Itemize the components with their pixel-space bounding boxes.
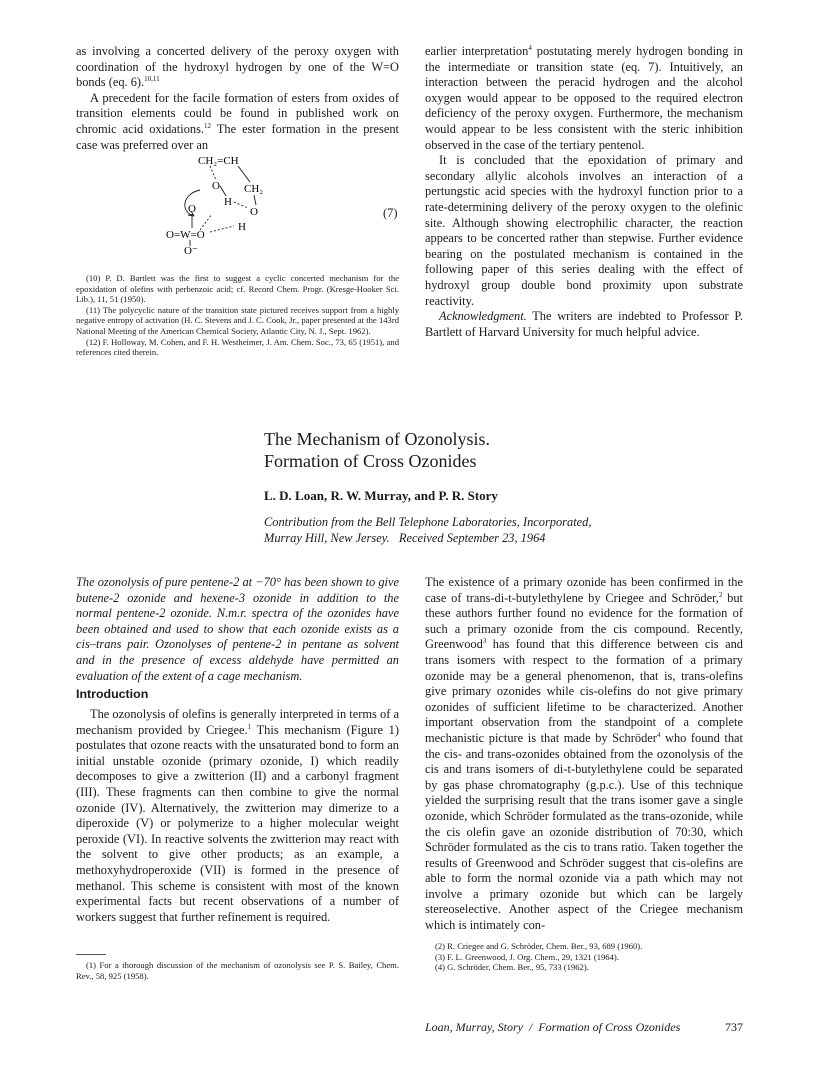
bond-line: [254, 195, 256, 205]
equation-number: (7): [383, 206, 398, 220]
footnote-2: (2) R. Criegee and G. Schröder, Chem. Ber., 93, 689 (1960).: [435, 941, 643, 951]
top-right-column: [425, 44, 743, 340]
eq-label-o-right: O: [250, 206, 258, 218]
acknowledgment-label: Acknowledgment.: [439, 309, 527, 324]
eq-label-h-mid: H: [224, 196, 232, 208]
article-title-line-2: Formation of Cross Ozonides: [264, 451, 477, 471]
right-text-c: has found that this difference between cis and trans isomers with respect to the formation of a primary ozonide may be a general phenomenon, that is, trans-olefins give primary ozonides while cis-olefins do not give primary ozonides of sufficient lifetime to be characterized. Another important observation from the standpoint of a complete mechanistic picture is that made by Schröder: [425, 637, 743, 745]
footnote-10: (10) P. D. Bartlett was the first to suggest a cyclic concerted mechanism for the epoxidation of olefins with perbenzoic acid; cf. Record Chem. Progr. (Kresge-Hooker Sci. Lib.), 11, 51 (1950).: [76, 273, 399, 305]
ref-superscript: 3: [482, 637, 487, 646]
top-right-paragraph-2: It is concluded that the epoxidation of primary and secondary allylic alcohols involves an interaction of a pertungstic acid species with the hydroxyl function prior to a rate-determining delivery of the peroxy oxygen to the olefinic site. Although showing electrophilic character, the reaction appears to be concerted rather than stepwise. Further evidence bearing on the postulated mechanism is contained in the following paper of this series dealing with the effect of hydroxyl group double bond proximity upon substrate reactivity.: [425, 153, 743, 308]
bond-line: [238, 166, 250, 182]
top-left-column: [76, 44, 399, 153]
bond-line: [220, 186, 226, 196]
intro-text-a: The ozonolysis of olefins is generally interpreted in terms of a mechanism provided by Criegee.: [76, 707, 399, 737]
eq-label-tungsten: O=W=O: [166, 229, 205, 241]
right-text-a: The existence of a primary ozonide has been confirmed in the case of trans-di-t-butylethylene by Criegee and Schröder,: [425, 575, 743, 605]
equation-7-structure: [150, 150, 400, 260]
affiliation-line-1: Contribution from the Bell Telephone Laboratories, Incorporated,: [264, 515, 592, 529]
bond-line: [200, 214, 212, 230]
article-affiliation: [264, 515, 591, 546]
top-left-paragraph-1: as involving a concerted delivery of the peroxy oxygen with coordination of the hydroxyl hydrogen by one of the W=O bonds (eq. 6).: [76, 44, 399, 90]
right-text-b: but these authors further found no evidence for the formation of such a primary ozonide from the cis compound. Recently, Greenwood: [425, 590, 743, 652]
footnote-11: (11) The polycyclic nature of the transition state pictured receives support from a highly negative entropy of activation (H. C. Stevens and J. C. Cook, Jr., paper presented at the 143rd National Meeting of the American Chemical Society, Atlantic City, N. J., Sept. 1962).: [76, 304, 399, 336]
footnote-1: (1) For a thorough discussion of the mechanism of ozonolysis see P. S. Bailey, Chem. Rev., 58, 925 (1958).: [76, 960, 399, 981]
footnote-divider: [76, 954, 106, 955]
bottom-right-column: [425, 575, 743, 934]
top-right-paragraph-1b: postutating merely hydrogen bonding in the intermediate or transition state (eq. 7). Intuitively, an interaction between the peracid hydrogen and the alcohol oxygen would appear to be opposed to the required electron deficiency of the peroxy oxygen. Furthermore, the mechanism would appear to be less consistent with the steric inhibition observed in the case of the tertiary pentenol.: [425, 44, 743, 152]
ref-superscript: 12: [204, 121, 212, 130]
bond-line: [234, 202, 248, 208]
abstract: [76, 575, 399, 684]
ref-superscript: 2: [718, 590, 723, 599]
top-left-paragraph-2b: The ester formation in the present case was preferred over an: [76, 121, 400, 152]
page-footer: [425, 1020, 743, 1035]
bottom-left-footnotes: [76, 960, 399, 981]
abstract-text: The ozonolysis of pure pentene-2 at −70° has been shown to give butene-2 ozonide and hexene-3 ozonide in addition to the normal pentene-2 ozonide. N.m.r. spectra of the ozonides have been obtained and used to show that each ozonide exists as a cis–trans pair. Ozonolyses of pentene-2 in pentane as solvent and in the presence of excess aldehyde have permitted an evaluation of the extent of a cage mechanism.: [76, 575, 399, 683]
eq-label-o-left: O: [188, 203, 196, 215]
top-left-footnotes: [76, 273, 399, 358]
article-title: [264, 428, 490, 472]
ref-superscript: 1: [247, 722, 252, 731]
running-title: Loan, Murray, Story / Formation of Cross Ozonides: [425, 1020, 681, 1034]
right-text-d: who found that the cis- and trans-ozonides obtained from the ozonolysis of the cis and trans isomers of di-t-butylethylene could be separated by gas phase chromatography (g.p.c.). Use of this technique yielded the surprising result that the trans isomer gave a single ozonide, which Schröder formulated as the trans-ozonide, while the cis olefin gave an ozonide distribution of 70:30, which Schröder formulated as the cis to trans ratio. Taken together the results of Greenwood and Schröder suggest that cis-olefins are able to form the normal ozonide via a path which may not involve a primary ozonide but which can be largely stereoselective. Another aspect of the Criegee mechanism which is intimately con-: [425, 730, 743, 933]
introduction-body: [76, 707, 399, 925]
intro-text-b: This mechanism (Figure 1) postulates that ozone reacts with the unsaturated bond to form an initial unstable ozonide (primary ozonide, I) which readily decomposes to give a zwitterion (II) and a carbonyl fragment (III). These fragments can then combine to give the normal ozonide (IV). Alternatively, the zwitterion may dimerize to a diperoxide (V) or polymerize to a higher molecular weight peroxide (VI). In reactive solvents the zwitterion may react with the solvent to give other products; as an example, a methoxyhydroperoxide (VII) is formed in the presence of methanol. This scheme is consistent with most of the known experimental facts but recent observations of a number of workers suggest that further refinement is required.: [76, 722, 399, 924]
eq-label-ch2: CH₂: [244, 183, 264, 195]
article-title-line-1: The Mechanism of Ozonolysis.: [264, 429, 490, 449]
affiliation-line-2: Murray Hill, New Jersey. Received September 23, 1964: [264, 530, 546, 545]
footnote-4: (4) G. Schröder, Chem. Ber., 95, 733 (1962).: [435, 962, 589, 973]
top-right-paragraph-1a: earlier interpretation: [425, 44, 529, 58]
ref-superscript: 4: [656, 730, 661, 739]
top-left-paragraph-2a: A precedent for the facile formation of esters from oxides of transition elements could be found in published work on chromic acid oxidations.: [76, 90, 399, 136]
eq-label-o-top: O: [212, 180, 220, 192]
eq-label-h-low: H: [238, 221, 246, 233]
eq-label-o-minus: O⁻: [184, 245, 198, 257]
section-heading-introduction: Introduction: [76, 687, 149, 701]
bond-line: [210, 226, 234, 232]
acknowledgment-text: The writers are indebted to Professor P. Bartlett of Harvard University for much helpful advice.: [425, 309, 743, 339]
ref-superscript: 10,11: [144, 75, 160, 84]
footnote-3: (3) F. L. Greenwood, J. Org. Chem., 29, 1321 (1964).: [435, 951, 619, 962]
eq-label-ch2ch: CH₂=CH: [198, 155, 239, 167]
article-authors: L. D. Loan, R. W. Murray, and P. R. Story: [264, 488, 498, 503]
ref-superscript: 4: [528, 43, 532, 52]
footnote-12: (12) F. Holloway, M. Cohen, and F. H. Westheimer, J. Am. Chem. Soc., 73, 65 (1951), and references cited therein.: [76, 336, 399, 358]
bottom-right-footnotes: [425, 941, 743, 973]
page-number: 737: [725, 1020, 743, 1034]
bond-line: [210, 166, 216, 180]
